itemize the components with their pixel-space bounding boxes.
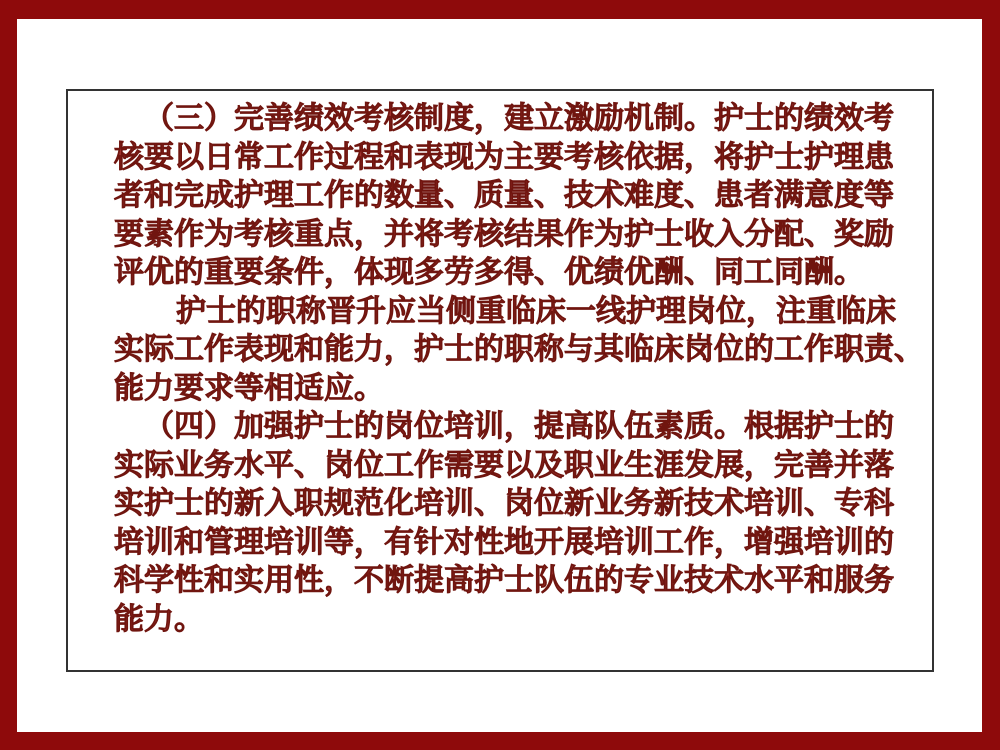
- text-line: 实护士的新入职规范化培训、岗位新业务新技术培训、专科: [114, 487, 894, 520]
- text-line: 能力。: [114, 602, 204, 636]
- text-line: 要素作为考核重点，并将考核结果作为护士收入分配、奖励: [114, 217, 894, 251]
- text-line: 培训和管理培训等，有针对性地开展培训工作，增强培训的: [114, 525, 894, 559]
- body-text: [68, 91, 932, 639]
- text-line: 实际业务水平、岗位工作需要以及职业生涯发展，完善并落: [114, 448, 894, 482]
- text-line: 核要以日常工作过程和表现为主要考核依据，将护士护理患: [114, 140, 894, 174]
- text-line: 实际工作表现和能力，护士的职称与其临床岗位的工作职责、: [114, 333, 924, 366]
- text-line: （四）加强护士的岗位培训，提高队伍素质。根据护士的: [144, 410, 894, 443]
- text-line: 评优的重要条件，体现多劳多得、优绩优酬、同工同酬。: [114, 256, 864, 289]
- content-text-box: [66, 89, 934, 672]
- text-line: 护士的职称晋升应当侧重临床一线护理岗位，注重临床: [176, 294, 896, 328]
- text-line: 者和完成护理工作的数量、质量、技术难度、患者满意度等: [114, 179, 894, 212]
- text-line: （三）完善绩效考核制度，建立激励机制。护士的绩效考: [144, 102, 894, 135]
- text-line: 能力要求等相适应。: [114, 371, 384, 405]
- text-line: 科学性和实用性，不断提高护士队伍的专业技术水平和服务: [114, 564, 894, 597]
